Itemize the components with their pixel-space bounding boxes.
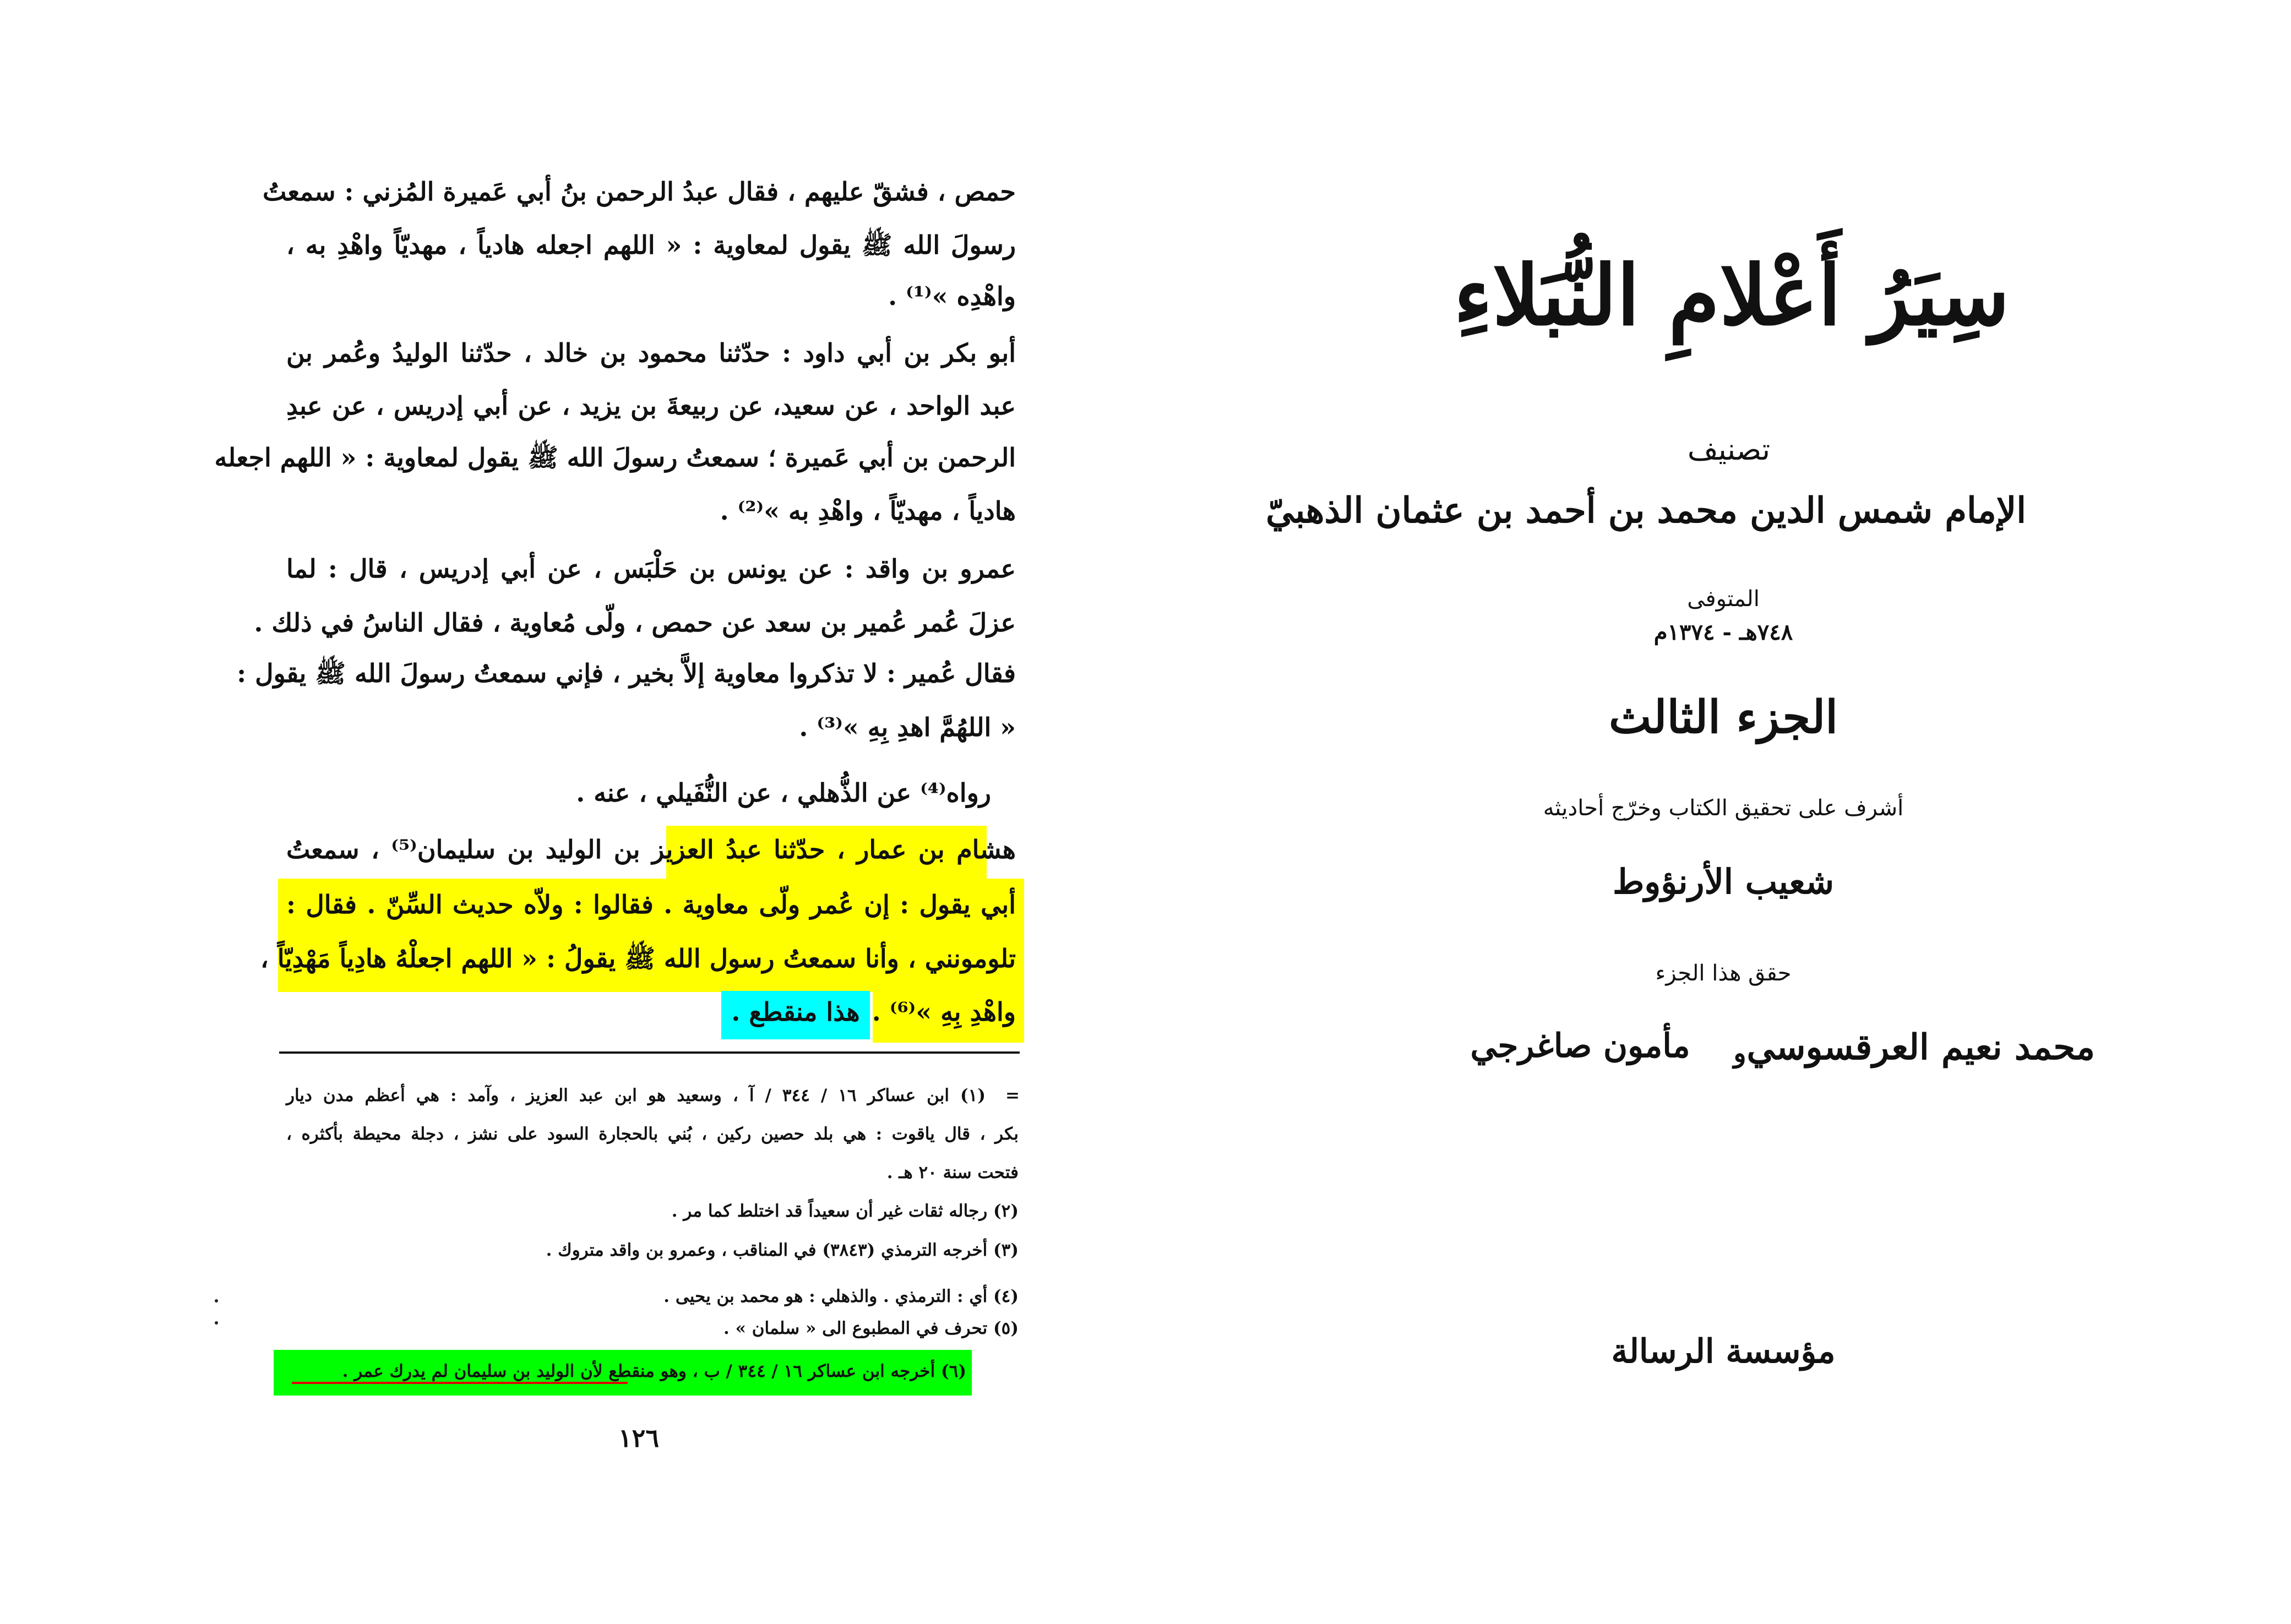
editor-one: محمد نعيم العرقسوسي bbox=[1746, 1027, 2095, 1068]
volume-label: الجزء الثالث bbox=[1608, 691, 1838, 744]
body-line: رواه⁽⁴⁾ عن الذُّهلي ، عن النُّفَيلي ، عنه . bbox=[576, 778, 991, 808]
cut-off-note: هذا منقطع . bbox=[731, 997, 860, 1027]
death-dates: ٧٤٨هـ - ١٣٧٤م bbox=[1653, 619, 1793, 645]
right-page bbox=[1145, 0, 2291, 1624]
footnote: (٦) أخرجه ابن عساكر ١٦ / ٣٤٤ / ب ، وهو منقطع لأن الوليد بن سليمان لم يدرك عمر . bbox=[342, 1361, 966, 1381]
footnote: (٤) أي : الترمذي . والذهلي : هو محمد بن يحيى . bbox=[663, 1287, 1019, 1306]
scan-speck bbox=[215, 1299, 218, 1303]
body-line: تلومونني ، وأنا سمعتُ رسول الله ﷺ يقولُ : « اللهم اجعلْهُ هادِياً مَهْدِيّاً ، bbox=[260, 944, 1016, 973]
footnote: بكر ، قال ياقوت : هي بلد حصين ركين ، بُني بالحجارة السود على نشز ، دجلة محيطة بأكثره ، bbox=[286, 1124, 1019, 1144]
editor-conjunction: و bbox=[1733, 1038, 1746, 1069]
body-line: واهْدِ بِهِ »⁽⁶⁾ . bbox=[872, 997, 1016, 1027]
scan-speck bbox=[215, 1321, 218, 1325]
body-line: هشام بن عمار ، حدّثنا عبدُ العزيز بن الوليد بن سليمان⁽⁵⁾ ، سمعتُ bbox=[286, 835, 1016, 864]
footnote: (٥) تحرف في المطبوع الى « سلمان » . bbox=[723, 1318, 1019, 1338]
editors-label: حقق هذا الجزء bbox=[1655, 961, 1792, 986]
footnote: (٢) رجاله ثقات غير أن سعيداً قد اختلط كما مر . bbox=[671, 1201, 1019, 1221]
body-line: « اللهُمَّ اهدِ بِهِ »⁽³⁾ . bbox=[799, 712, 1016, 742]
red-underline bbox=[292, 1382, 628, 1384]
footnote: فتحت سنة ٢٠ هـ . bbox=[886, 1163, 1019, 1182]
footnote: (٣) أخرجه الترمذي (٣٨٤٣) في المناقب ، وعمرو بن واقد متروك . bbox=[546, 1240, 1019, 1260]
died-label: المتوفى bbox=[1687, 586, 1760, 612]
body-line: هادياً ، مهديّاً ، واهْدِ به »⁽²⁾ . bbox=[720, 496, 1016, 526]
body-line: عبد الواحد ، عن سعيد، عن ربيعةَ بن يزيد ، عن أبي إدريس ، عن عبدِ bbox=[286, 391, 1016, 421]
body-line: أبي يقول : إن عُمر ولّى معاوية . فقالوا : ولاّه حديث السِّنّ . فقال : bbox=[286, 890, 1016, 919]
tasnif-label: تصنيف bbox=[1687, 432, 1771, 467]
footnote-continuation-mark: = bbox=[1005, 1086, 1020, 1105]
left-page bbox=[0, 0, 1145, 1624]
body-line: عمرو بن واقد : عن يونس بن حَلْبَس ، عن أبي إدريس ، قال : لما bbox=[286, 554, 1016, 584]
supervisor-name: شعيب الأرنؤوط bbox=[1612, 862, 1835, 902]
author-name: الإمام شمس الدين محمد بن أحمد بن عثمان الذهبيّ bbox=[1265, 490, 2026, 531]
book-title: سِيَرُ أَعْلامِ النُّبَلاءِ bbox=[1454, 247, 2010, 344]
body-line: الرحمن بن أبي عَميرة ؛ سمعتُ رسولَ الله ﷺ يقول لمعاوية : « اللهم اجعله bbox=[214, 443, 1016, 472]
footnote-separator bbox=[279, 1051, 1020, 1054]
publisher-name: مؤسسة الرسالة bbox=[1611, 1332, 1836, 1371]
body-line: رسولَ الله ﷺ يقول لمعاوية : « اللهم اجعله هادياً ، مهديّاً واهْدِ به ، bbox=[286, 230, 1016, 260]
body-line: أبو بكر بن أبي داود : حدّثنا محمود بن خالد ، حدّثنا الوليدُ وعُمر بن bbox=[286, 338, 1016, 368]
page-number: ١٢٦ bbox=[618, 1423, 660, 1453]
footnote: (١) ابن عساكر ١٦ / ٣٤٤ / آ ، وسعيد هو ابن عبد العزيز ، وآمد : هي أعظم مدن ديار bbox=[286, 1086, 986, 1105]
body-line: حمص ، فشقّ عليهم ، فقال عبدُ الرحمن بنُ أبي عَميرة المُزني : سمعتُ bbox=[263, 177, 1016, 206]
body-line: فقال عُمير : لا تذكروا معاوية إلاَّ بخير ، فإني سمعتُ رسولَ الله ﷺ يقول : bbox=[237, 658, 1016, 688]
body-line: واهْدِه »⁽¹⁾ . bbox=[888, 281, 1016, 311]
editor-two: مأمون صاغرجي bbox=[1470, 1027, 1690, 1065]
body-line: عزلَ عُمر عُمير بن سعد عن حمص ، ولّى مُعاوية ، فقال الناسُ في ذلك . bbox=[254, 608, 1016, 637]
supervision-label: أشرف على تحقيق الكتاب وخرّج أحاديثه bbox=[1543, 795, 1904, 821]
